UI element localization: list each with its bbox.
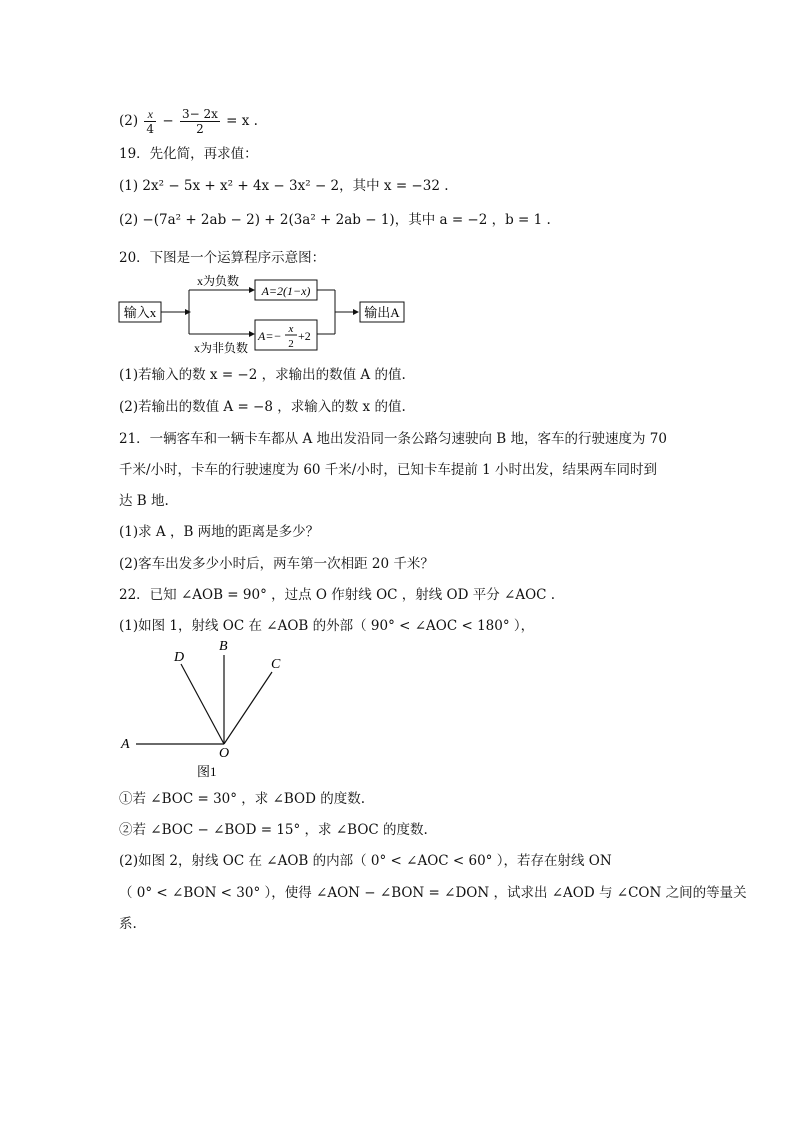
svg-text:2: 2 — [288, 338, 294, 350]
fraction: $\frac{3- 2x}{2}$ — [181, 107, 218, 136]
q21-line3: 达 B 地. — [119, 493, 169, 509]
q19-title: 19．先化简，再求值： — [119, 146, 258, 162]
q22-part1: (1)如图 1，射线 OC 在 ∠AOB 的外部（ 90° < ∠AOC < 180° ）， — [119, 618, 535, 634]
point-b-label: B — [219, 639, 228, 654]
flow-branch-top: x为负数 — [196, 274, 240, 288]
q20-part2: (2)若输出的数值 A = −8 ，求输入的数 x 的值. — [119, 399, 406, 415]
point-c-label: C — [271, 657, 281, 672]
q18-part2: (2) $\frac{x}{4}$ − $\frac{3- 2x}{2}$ = x . — [119, 107, 258, 136]
flow-box-top: A=2(1−x) — [261, 284, 311, 298]
q21-line2: 千米/小时，卡车的行驶速度为 60 千米/小时，已知卡车提前 1 小时出发，结果两车同时到 — [119, 462, 658, 478]
fraction: $\frac{x}{4}$ — [146, 107, 155, 136]
q22-part2-line3: 系. — [119, 916, 137, 932]
point-o-label: O — [219, 746, 230, 761]
flow-box-bottom-pre: A=− — [258, 329, 282, 343]
q20-title: 20．下图是一个运算程序示意图： — [119, 250, 326, 266]
q22-part2-line1: (2)如图 2，射线 OC 在 ∠AOB 的内部（ 0° < ∠AOC < 60° ），若存在射线 ON — [119, 853, 612, 869]
q20-part1: (1)若输入的数 x = −2 ，求输出的数值 A 的值. — [119, 367, 406, 383]
point-a-label: A — [121, 737, 130, 752]
point-d-label: D — [174, 650, 185, 665]
q21-part1: (1)求 A ，B 两地的距离是多少？ — [119, 524, 320, 540]
flow-output: 输出A — [364, 305, 400, 320]
flowchart — [115, 270, 415, 360]
svg-text:x: x — [288, 323, 294, 335]
q21-part2: (2)客车出发多少小时后，两车第一次相距 20 千米？ — [119, 556, 434, 572]
figure-1 — [115, 638, 305, 783]
flow-input: 输入x — [123, 305, 157, 320]
figure-caption: 图1 — [197, 764, 217, 779]
q21-line1: 21．一辆客车和一辆卡车都从 A 地出发沿同一条公路匀速驶向 B 地，客车的行驶速度为 70 — [119, 431, 667, 447]
q22-part2-line2: （ 0° < ∠BON < 30° ），使得 ∠AON − ∠BON = ∠DON ，试求出 ∠AOD 与 ∠CON 之间的等量关 — [119, 885, 747, 901]
q22-title: 22．已知 ∠AOB = 90° ，过点 O 作射线 OC ，射线 OD 平分 ∠AOC . — [119, 587, 556, 603]
q19-part1: (1) 2x² − 5x + x² + 4x − 3x² − 2，其中 x = −32 . — [119, 178, 449, 194]
flow-branch-bottom: x为非负数 — [193, 341, 249, 355]
q22-sub1: ①若 ∠BOC = 30° ，求 ∠BOD 的度数. — [119, 791, 366, 807]
q19-part2: (2) −(7a² + 2ab − 2) + 2(3a² + 2ab − 1)，其中 a = −2 ，b = 1 . — [119, 212, 551, 228]
svg-text:+2: +2 — [298, 329, 311, 343]
q22-sub2: ②若 ∠BOC − ∠BOD = 15° ，求 ∠BOC 的度数. — [119, 822, 428, 838]
